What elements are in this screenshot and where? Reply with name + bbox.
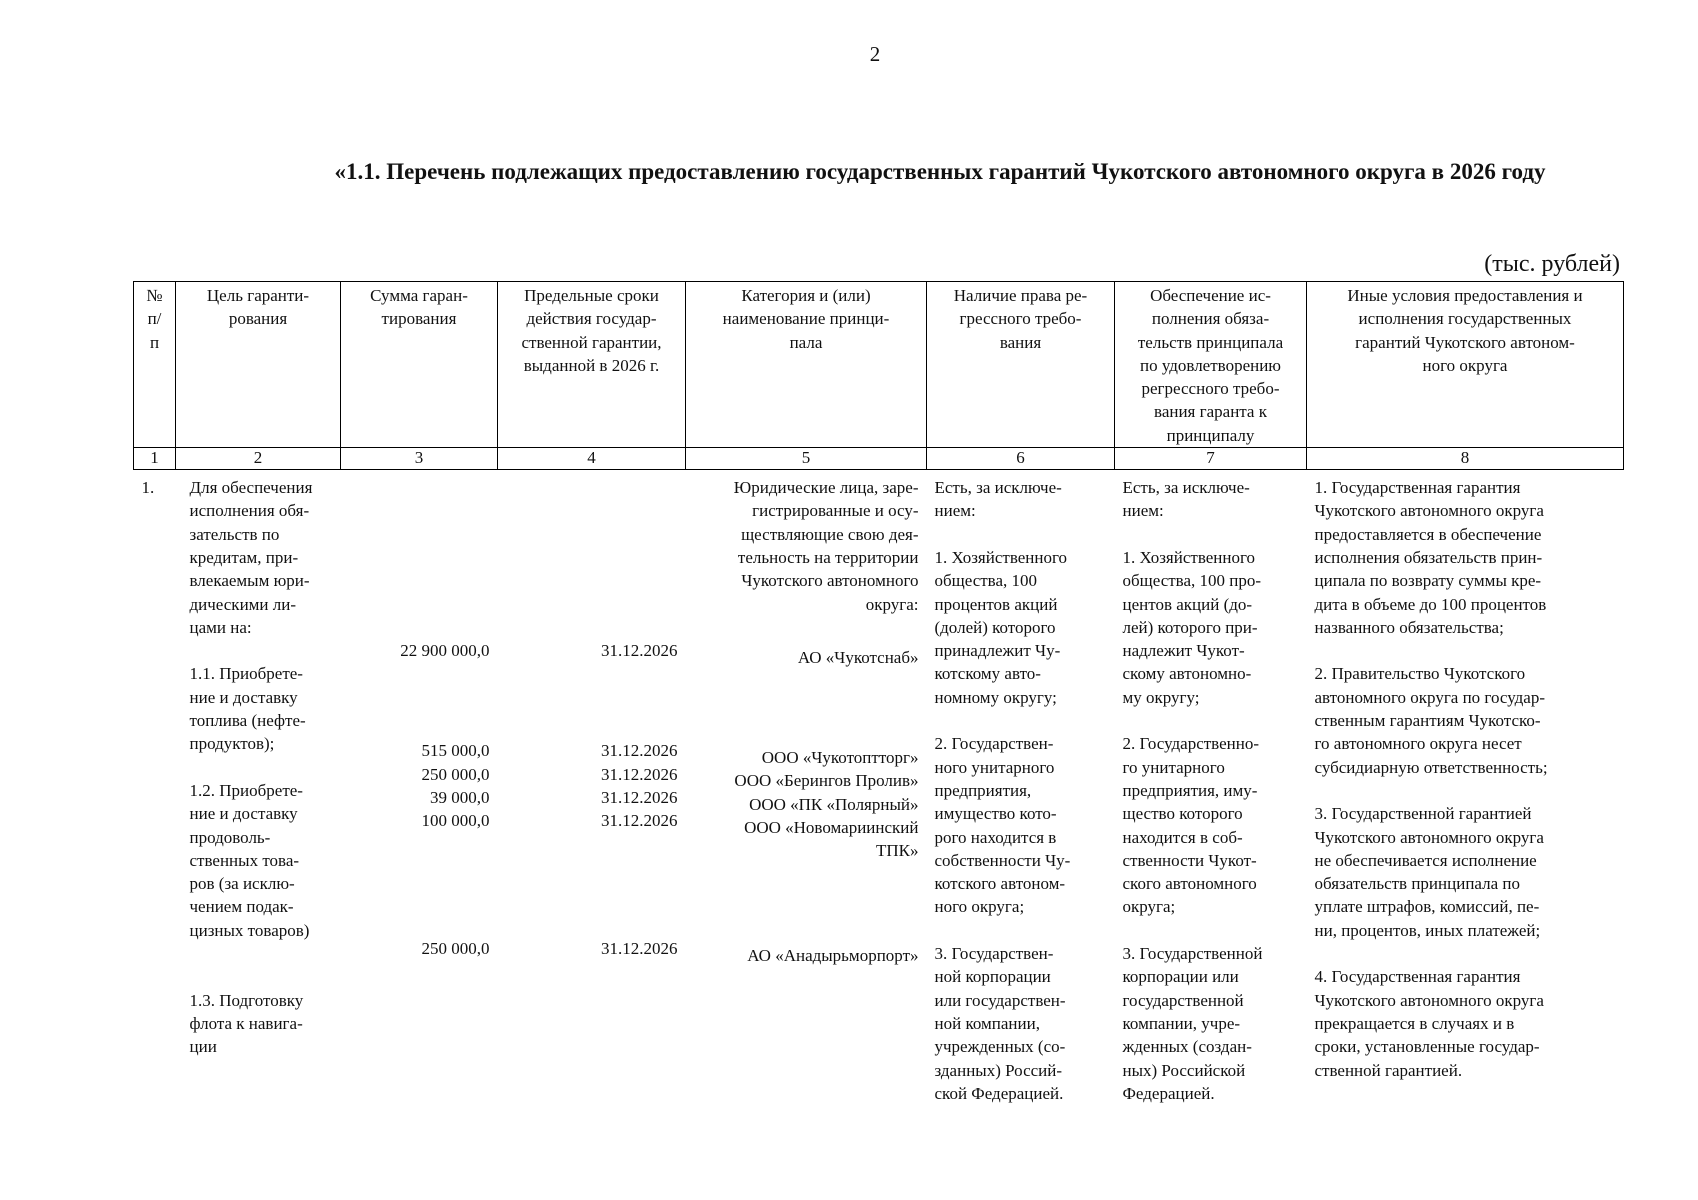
text-line: центов акций (до- (1122, 594, 1253, 614)
principal-cell (686, 470, 927, 1106)
text-line: названного обязательства; (1314, 617, 1504, 637)
text-line: ственной гарантии, (521, 332, 662, 352)
text-line: флота к навига- (189, 1013, 303, 1033)
text-line: сроки, установленные государ- (1314, 1037, 1540, 1057)
text-line: 515 000,0 (421, 741, 490, 761)
text-line: субсидиарную ответственность; (1314, 757, 1548, 777)
text-line: 2. Правительство Чукотского (1314, 664, 1526, 684)
security-point-2 (1123, 732, 1299, 918)
text-line: п (149, 332, 160, 352)
header-row (134, 282, 1624, 448)
text-line: Предельные сроки (524, 286, 659, 305)
text-line: котского автоном- (934, 874, 1066, 894)
text-line: ных) Российской (1122, 1060, 1246, 1080)
condition-point-3 (1315, 802, 1616, 942)
page-number: 2 (869, 42, 881, 66)
security-point-3 (1123, 942, 1299, 1105)
text-line: исполнения государственных (1358, 309, 1572, 329)
text-line: Чукотского автономного округа (1314, 990, 1544, 1010)
security-point-1 (1123, 546, 1299, 709)
text-line: или государствен- (934, 990, 1066, 1010)
text-line: уплате штрафов, комиссий, пе- (1314, 897, 1540, 917)
regress-right-cell (927, 470, 1115, 1106)
regress-point-1 (935, 546, 1107, 709)
purpose-cell (176, 470, 341, 1106)
column-number: 6 (927, 448, 1115, 470)
text-line: чением подак- (189, 897, 294, 917)
text-line: ной компании, (934, 1013, 1040, 1033)
column-number: 8 (1307, 448, 1624, 470)
text-line: округа; (1122, 897, 1176, 917)
text-line: обязательств принципала по (1314, 874, 1520, 894)
text-line: ние и доставку (189, 804, 298, 824)
text-line: 39 000,0 (430, 787, 490, 807)
text-line: тельность на территории (737, 547, 919, 567)
column-number: 2 (176, 448, 341, 470)
text-line: 1.2. Приобрете- (189, 780, 303, 800)
text-line: Чукотского автономного (741, 571, 919, 591)
text-line: находится в соб- (1122, 827, 1243, 847)
text-line: исполнения обя- (189, 501, 310, 521)
text-line: прекращается в случаях и в (1314, 1013, 1515, 1033)
condition-point-2 (1315, 662, 1616, 778)
text-line: 1.3. Подготовку (189, 990, 304, 1010)
text-line: ственности Чукот- (1122, 850, 1257, 870)
amount-item-2 (349, 739, 490, 832)
text-line: регрессного требо- (1141, 379, 1280, 399)
text-line: зданных) Россий- (934, 1060, 1063, 1080)
amount-item-3 (349, 937, 490, 960)
text-line: 1. Хозяйственного (1122, 547, 1256, 567)
text-line: не обеспечивается исполнение (1314, 850, 1537, 870)
text-line: принадлежит Чу- (934, 641, 1061, 661)
text-line: действия государ- (526, 309, 657, 329)
units-label: (тыс. рублей) (1484, 251, 1620, 277)
text-line: 31.12.2026 (601, 787, 678, 807)
term-item-2 (506, 739, 678, 832)
text-line: полнения обяза- (1151, 309, 1270, 329)
principal-item-1 (694, 646, 919, 669)
text-line: тирования (381, 309, 457, 329)
text-line: 4. Государственная гарантия (1314, 967, 1521, 987)
text-line: ООО «Берингов Пролив» (734, 771, 919, 791)
text-line: наименование принци- (722, 309, 890, 329)
header-purpose (176, 282, 341, 448)
text-line: нием: (1122, 501, 1164, 521)
text-line: принципалу (1166, 425, 1255, 445)
text-line: Цель гаранти- (206, 286, 310, 305)
text-line: 1. Государственная гарантия (1314, 478, 1521, 498)
text-line: ственной гарантией. (1314, 1060, 1463, 1080)
text-line: ного округа; (934, 897, 1025, 917)
text-line: 31.12.2026 (601, 811, 678, 831)
text-line: общества, 100 (934, 571, 1038, 591)
condition-point-4 (1315, 965, 1616, 1081)
security-intro (1123, 476, 1299, 523)
header-other-conditions (1307, 282, 1624, 448)
text-line: му округу; (1122, 687, 1200, 707)
text-line: надлежит Чукот- (1122, 641, 1245, 661)
text-line: Обеспечение ис- (1150, 286, 1271, 305)
text-line: 250 000,0 (421, 764, 490, 784)
text-line: 100 000,0 (421, 811, 490, 831)
text-line: дита в объеме до 100 процентов (1314, 594, 1547, 614)
text-line: го унитарного (1122, 757, 1225, 777)
text-line: котскому авто- (934, 664, 1041, 684)
header-term (498, 282, 686, 448)
text-line: Иные условия предоставления и (1347, 286, 1583, 305)
other-conditions-cell (1307, 470, 1624, 1106)
text-line: цами на: (189, 617, 252, 637)
text-line: Есть, за исключе- (1122, 478, 1250, 498)
table-row (134, 470, 1624, 1106)
text-line: 31.12.2026 (601, 938, 678, 958)
text-line: ООО «Новомариинский (744, 818, 919, 838)
row-number: 1. (141, 478, 155, 498)
text-line: жденных (создан- (1122, 1037, 1252, 1057)
term-item-3 (506, 937, 678, 960)
column-number: 3 (341, 448, 498, 470)
text-line: ципала по возврату суммы кре- (1314, 571, 1542, 591)
text-line: 3. Государствен- (934, 944, 1054, 964)
text-line: Категория и (или) (741, 286, 871, 305)
text-line: дическими ли- (189, 594, 297, 614)
term-item-1 (506, 639, 678, 662)
purpose-intro (190, 476, 333, 639)
text-line: влекаемым юри- (189, 571, 310, 591)
purpose-item-3 (190, 989, 333, 1059)
text-line: ООО «Чукотоптторг» (761, 748, 919, 768)
amount-item-1 (349, 639, 490, 662)
text-line: ществляющие свою дея- (741, 524, 919, 544)
text-line: Есть, за исключе- (934, 478, 1062, 498)
text-line: 31.12.2026 (601, 741, 678, 761)
term-cell (498, 470, 686, 1106)
text-line: номному округу; (934, 687, 1057, 707)
text-line: рования (228, 309, 288, 329)
header-regress-right (927, 282, 1115, 448)
column-number: 7 (1115, 448, 1307, 470)
text-line: Федерацией. (1122, 1083, 1215, 1103)
security-cell (1115, 470, 1307, 1106)
text-line: автономного округа по государ- (1314, 687, 1546, 707)
text-line: Для обеспечения (189, 478, 313, 498)
text-line: 1.1. Приобрете- (189, 664, 303, 684)
principal-item-2 (694, 746, 919, 862)
text-line: ственным гарантиям Чукотско- (1314, 711, 1541, 731)
text-line: Юридические лица, заре- (733, 478, 919, 498)
text-line: п/ (147, 309, 162, 329)
text-line: предприятия, иму- (1122, 780, 1258, 800)
text-line: ров (за исклю- (189, 874, 295, 894)
text-line: Чукотского автономного округа (1314, 827, 1544, 847)
column-number: 1 (134, 448, 176, 470)
text-line: ственных това- (189, 850, 300, 870)
text-line: учрежденных (со- (934, 1037, 1066, 1057)
condition-point-1 (1315, 476, 1616, 639)
column-numbers-row (134, 448, 1624, 470)
text-line: корпорации или (1122, 967, 1239, 987)
text-line: ного унитарного (934, 757, 1055, 777)
header-number (134, 282, 176, 448)
text-line: топлива (нефте- (189, 711, 306, 731)
text-line: скому автономно- (1122, 664, 1252, 684)
text-line: кредитам, при- (189, 547, 299, 567)
text-line: компании, учре- (1122, 1013, 1241, 1033)
text-line: 2. Государственно- (1122, 734, 1260, 754)
text-line: 3. Государственной (1122, 944, 1263, 964)
principal-item-3 (694, 944, 919, 967)
text-line: по удовлетворению (1139, 355, 1282, 375)
column-number: 5 (686, 448, 927, 470)
text-line: Сумма гаран- (370, 286, 468, 305)
text-line: предприятия, (934, 780, 1032, 800)
text-line: грессного требо- (959, 309, 1082, 329)
text-line: АО «Чукотснаб» (797, 647, 919, 667)
principal-intro (694, 476, 919, 616)
text-line: общества, 100 про- (1122, 571, 1262, 591)
text-line: цизных товаров) (189, 920, 310, 940)
text-line: АО «Анадырьморпорт» (747, 945, 919, 965)
text-line: зательств по (189, 524, 280, 544)
text-line: Наличие права ре- (953, 286, 1088, 305)
text-line: Чукотского автономного округа (1314, 501, 1544, 521)
regress-intro (935, 476, 1107, 523)
text-line: ни, процентов, иных платежей; (1314, 920, 1541, 940)
text-line: (долей) которого (934, 617, 1056, 637)
purpose-item-2 (190, 779, 333, 942)
text-line: 22 900 000,0 (400, 641, 490, 661)
text-line: государственной (1122, 990, 1244, 1010)
text-line: 31.12.2026 (601, 641, 678, 661)
text-line: го автономного округа несет (1314, 734, 1522, 754)
regress-point-2 (935, 732, 1107, 918)
text-line: 250 000,0 (421, 938, 490, 958)
regress-point-3 (935, 942, 1107, 1105)
text-line: тельств принципала (1137, 332, 1284, 352)
text-line: выданной в 2026 г. (523, 355, 660, 375)
text-line: предоставляется в обеспечение (1314, 524, 1542, 544)
text-line: ной корпорации (934, 967, 1051, 987)
text-line: 1. Хозяйственного (934, 547, 1068, 567)
text-line: продоволь- (189, 827, 271, 847)
text-line: нием: (934, 501, 976, 521)
column-number: 4 (498, 448, 686, 470)
text-line: гарантий Чукотского автоном- (1355, 332, 1575, 352)
text-line: 3. Государственной гарантией (1314, 804, 1532, 824)
text-line: ного округа (1422, 355, 1508, 375)
text-line: щество которого (1122, 804, 1243, 824)
header-amount (341, 282, 498, 448)
text-line: ского автономного (1122, 874, 1257, 894)
text-line: ТПК» (876, 841, 919, 861)
text-line: гистрированные и осу- (752, 501, 919, 521)
text-line: рого находится в (934, 827, 1057, 847)
header-security (1115, 282, 1307, 448)
text-line: округа: (865, 594, 919, 614)
text-line: лей) которого при- (1122, 617, 1258, 637)
amount-cell (341, 470, 498, 1106)
text-line: процентов акций (934, 594, 1058, 614)
guarantees-table (133, 281, 1624, 1105)
text-line: вания гаранта к (1154, 402, 1267, 422)
text-line: ции (189, 1037, 217, 1057)
text-line: 31.12.2026 (601, 764, 678, 784)
text-line: 2. Государствен- (934, 734, 1054, 754)
header-principal (686, 282, 927, 448)
purpose-item-1 (190, 662, 333, 755)
text-line: исполнения обязательств прин- (1314, 547, 1543, 567)
document-title: «1.1. Перечень подлежащих предоставлению государственных гарантий Чукотского автономного округа в 2026 году (334, 159, 1546, 184)
text-line: продуктов); (189, 734, 275, 754)
text-line: пала (789, 332, 823, 352)
text-line: № (146, 286, 163, 305)
text-line: ООО «ПК «Полярный» (749, 794, 919, 814)
text-line: ской Федерацией. (934, 1083, 1064, 1103)
text-line: имущество кото- (934, 804, 1057, 824)
text-line: собственности Чу- (934, 850, 1071, 870)
text-line: вания (999, 332, 1042, 352)
text-line: ние и доставку (189, 687, 298, 707)
